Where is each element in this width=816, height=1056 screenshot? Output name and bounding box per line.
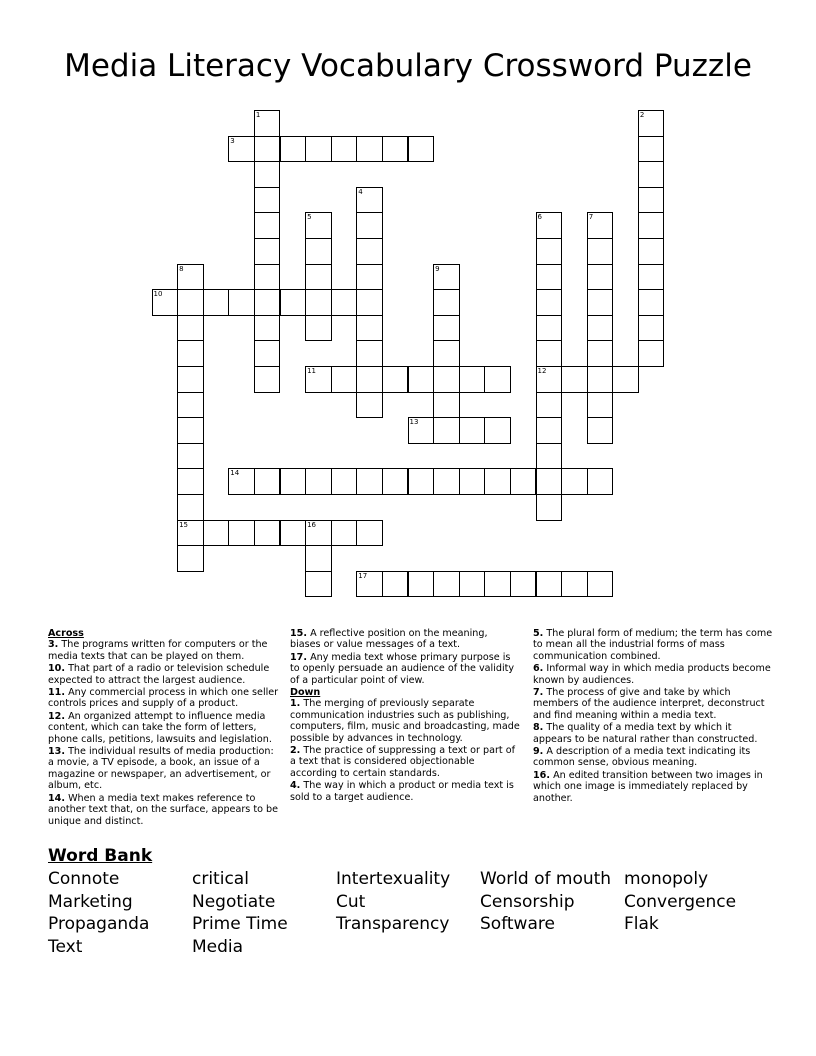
clue-number: 10 (153, 290, 163, 299)
clue-number: 13 (409, 418, 419, 427)
crossword-cell[interactable] (356, 366, 383, 393)
word-bank-item: Transparency (336, 914, 450, 934)
crossword-cell[interactable] (587, 468, 614, 495)
crossword-cell[interactable] (356, 315, 383, 342)
crossword-cell[interactable] (356, 212, 383, 239)
crossword-cell[interactable] (638, 315, 665, 342)
crossword-cell[interactable] (254, 520, 281, 547)
crossword-cell[interactable] (356, 520, 383, 547)
crossword-cell[interactable] (536, 392, 563, 419)
crossword-cell[interactable] (536, 494, 563, 521)
clue-number: 2 (639, 111, 645, 119)
crossword-cell[interactable] (356, 238, 383, 265)
crossword-cell[interactable] (228, 468, 255, 495)
clue-across-14: 14. When a media text makes reference to another text that, on the surface, appears to be unique and distinct. (48, 792, 278, 827)
word-bank (48, 868, 768, 958)
clue-number: 9 (435, 264, 440, 273)
clue-number: 7 (588, 213, 594, 222)
word-bank-item: monopoly (624, 869, 709, 889)
clue-down-5: 5. The plural form of medium; the term has come to mean all the industrial forms of mass communication combined. (533, 628, 773, 662)
crossword-cell[interactable] (382, 468, 409, 495)
crossword-cell[interactable] (254, 366, 281, 393)
crossword-cell[interactable] (536, 340, 563, 367)
crossword-cell[interactable] (331, 289, 358, 316)
crossword-cell[interactable] (433, 417, 460, 444)
crossword-cell[interactable] (638, 264, 665, 291)
crossword-cell[interactable] (561, 468, 588, 495)
crossword-cell[interactable] (536, 315, 563, 342)
crossword-cell[interactable] (305, 238, 332, 265)
crossword-cell[interactable] (433, 315, 460, 342)
word-bank-item: Censorship (480, 891, 575, 912)
clues-column-3 (533, 628, 773, 805)
crossword-cell[interactable] (228, 136, 255, 163)
crossword-cell[interactable] (356, 187, 383, 214)
crossword-cell[interactable] (356, 468, 383, 495)
clue-number: 6 (537, 213, 542, 222)
crossword-cell[interactable] (433, 289, 460, 316)
crossword-cell[interactable] (536, 443, 563, 470)
clue-down-4: 4. The way in which a product or media text is sold to a target audience. (290, 780, 514, 803)
clues-column-1 (48, 628, 280, 828)
crossword-cell[interactable] (638, 212, 665, 239)
crossword-cell[interactable] (254, 264, 281, 291)
clue-down-8: 8. The quality of a media text by which it appears to be natural rather than constructed. (533, 722, 758, 745)
crossword-cell[interactable] (280, 520, 307, 547)
crossword-cell[interactable] (433, 571, 460, 598)
crossword-cell[interactable] (177, 392, 204, 419)
clue-number: 1 (255, 111, 261, 119)
crossword-cell[interactable] (484, 571, 511, 598)
crossword-cell[interactable] (177, 545, 204, 572)
crossword-cell[interactable] (408, 136, 435, 163)
crossword-cell[interactable] (587, 571, 614, 598)
crossword-cell[interactable] (152, 289, 179, 316)
crossword-cell[interactable] (459, 468, 486, 495)
crossword-cell[interactable] (356, 340, 383, 367)
crossword-cell[interactable] (561, 366, 588, 393)
crossword-cell[interactable] (177, 443, 204, 470)
crossword-cell[interactable] (228, 289, 255, 316)
crossword-cell[interactable] (305, 212, 332, 239)
crossword-cell[interactable] (587, 417, 614, 444)
crossword-cell[interactable] (254, 136, 281, 163)
crossword-cell[interactable] (177, 494, 204, 521)
clue-number: 14 (230, 469, 240, 478)
crossword-cell[interactable] (638, 110, 665, 137)
crossword-cell[interactable] (587, 315, 614, 342)
crossword-cell[interactable] (433, 340, 460, 367)
across-heading: Across (48, 628, 84, 639)
clue-across-17: 17. Any media text whose primary purpose is to openly persuade an audience of the validity of a particular point of view. (290, 651, 515, 686)
crossword-cell[interactable] (177, 264, 204, 291)
crossword-cell[interactable] (177, 366, 204, 393)
clue-down-2: 2. The practice of suppressing a text or part of a text that is considered objectionable according to certain standards. (290, 745, 515, 779)
clue-number: 3 (230, 136, 235, 145)
crossword-cell[interactable] (305, 545, 332, 572)
crossword-cell[interactable] (536, 571, 563, 598)
crossword-cell[interactable] (280, 289, 307, 316)
crossword-cell[interactable] (536, 264, 563, 291)
word-bank-title: Word Bank (48, 846, 153, 866)
crossword-cell[interactable] (228, 520, 255, 547)
clue-number: 16 (307, 520, 317, 529)
crossword-cell[interactable] (331, 136, 358, 163)
crossword-cell[interactable] (561, 571, 588, 598)
crossword-cell[interactable] (356, 289, 383, 316)
crossword-cell[interactable] (254, 340, 281, 367)
crossword-cell[interactable] (459, 417, 486, 444)
word-bank-item: Text (48, 936, 83, 957)
crossword-cell[interactable] (587, 366, 614, 393)
clue-down-7: 7. The process of give and take by which members of the audience interpret, deconstruct and find meaning within a media text. (533, 687, 765, 721)
crossword-cell[interactable] (484, 417, 511, 444)
crossword-cell[interactable] (459, 366, 486, 393)
crossword-cell[interactable] (536, 238, 563, 265)
crossword-cell[interactable] (305, 366, 332, 393)
word-bank-item: critical (192, 869, 249, 889)
crossword-cell[interactable] (638, 187, 665, 214)
word-bank-item: Software (480, 914, 555, 934)
clue-across-10: 10. That part of a radio or television schedule expected to attract the largest audience. (48, 663, 270, 686)
crossword-cell[interactable] (587, 392, 614, 419)
page-title: Media Literacy Vocabulary Crossword Puzzle (64, 48, 752, 84)
crossword-cell[interactable] (536, 468, 563, 495)
crossword-cell[interactable] (280, 468, 307, 495)
crossword-cell[interactable] (254, 161, 281, 188)
crossword-cell[interactable] (356, 571, 383, 598)
crossword-cell[interactable] (331, 366, 358, 393)
clue-number: 11 (307, 367, 317, 375)
word-bank-item: World of mouth (480, 869, 612, 889)
crossword-cell[interactable] (382, 136, 409, 163)
crossword-cell[interactable] (305, 520, 332, 547)
clue-down-1: 1. The merging of previously separate communication industries such as publishing, computers, film, music and broadcasting, made possible by advances in technology. (290, 698, 520, 744)
down-heading: Down (290, 687, 321, 699)
clues-column-2 (290, 628, 520, 804)
crossword-cell[interactable] (587, 264, 614, 291)
clue-number: 8 (179, 264, 184, 273)
crossword-cell[interactable] (254, 110, 281, 137)
clue-down-16: 16. An edited transition between two images in which one image is immediately replaced by another. (533, 769, 763, 804)
crossword-cell[interactable] (177, 315, 204, 342)
clue-across-12: 12. An organized attempt to influence media content, which can take the form of letters, phone calls, petitions, lawsuits and legislation. (48, 710, 272, 745)
clue-down-9: 9. A description of a media text indicating its common sense, obvious meaning. (533, 746, 751, 769)
crossword-cell[interactable] (177, 468, 204, 495)
crossword-cell[interactable] (638, 340, 665, 367)
crossword-cell[interactable] (177, 520, 204, 547)
crossword-cell[interactable] (587, 238, 614, 265)
word-bank-item: Connote (48, 869, 120, 889)
crossword-cell[interactable] (408, 366, 435, 393)
crossword-cell[interactable] (305, 571, 332, 598)
crossword-cell[interactable] (254, 315, 281, 342)
clue-number: 12 (537, 367, 547, 375)
crossword-cell[interactable] (459, 571, 486, 598)
crossword-cell[interactable] (433, 264, 460, 291)
crossword-cell[interactable] (254, 212, 281, 239)
crossword-cell[interactable] (382, 571, 409, 598)
crossword-cell[interactable] (177, 289, 204, 316)
crossword-cell[interactable] (254, 289, 281, 316)
crossword-cell[interactable] (331, 520, 358, 547)
crossword-cell[interactable] (536, 289, 563, 316)
crossword-cell[interactable] (638, 136, 665, 163)
crossword-cell[interactable] (612, 366, 639, 393)
crossword-cell[interactable] (587, 289, 614, 316)
crossword-cell[interactable] (433, 468, 460, 495)
crossword-cell[interactable] (510, 571, 537, 598)
word-bank-item: Negotiate (192, 891, 276, 912)
crossword-cell[interactable] (638, 289, 665, 316)
crossword-cell[interactable] (484, 468, 511, 495)
crossword-cell[interactable] (305, 468, 332, 495)
crossword-cell[interactable] (484, 366, 511, 393)
crossword-cell[interactable] (203, 520, 230, 547)
crossword-cell[interactable] (331, 468, 358, 495)
clue-number: 5 (307, 213, 312, 222)
word-bank-item: Convergence (624, 891, 737, 912)
clue-number: 17 (358, 571, 368, 580)
crossword-cell[interactable] (177, 417, 204, 444)
word-bank-item: Media (192, 936, 244, 957)
word-bank-item: Propaganda (48, 914, 150, 934)
crossword-cell[interactable] (254, 468, 281, 495)
clue-across-11: 11. Any commercial process in which one seller controls prices and supply of a product. (48, 687, 279, 710)
crossword-cell[interactable] (536, 417, 563, 444)
word-bank-item: Cut (336, 891, 366, 912)
crossword-cell[interactable] (356, 136, 383, 163)
crossword-cell[interactable] (356, 264, 383, 291)
crossword-cell[interactable] (433, 392, 460, 419)
crossword-cell[interactable] (382, 366, 409, 393)
crossword-cell[interactable] (305, 315, 332, 342)
crossword-cell[interactable] (638, 161, 665, 188)
word-bank-item: Flak (624, 914, 659, 934)
clue-number: 15 (179, 520, 189, 529)
crossword-cell[interactable] (305, 136, 332, 163)
word-bank-item: Intertexuality (336, 869, 451, 889)
clue-across-13: 13. The individual results of media production: a movie, a TV episode, a book, an issue of a magazine or newspaper, an advertisement, or album, etc. (48, 746, 274, 792)
crossword-cell[interactable] (587, 340, 614, 367)
crossword-cell[interactable] (254, 187, 281, 214)
clue-number: 4 (358, 187, 363, 196)
crossword-cell[interactable] (536, 366, 563, 393)
crossword-cell[interactable] (638, 238, 665, 265)
crossword-cell[interactable] (536, 212, 563, 239)
clue-down-6: 6. Informal way in which media products become known by audiences. (533, 663, 771, 686)
crossword-cell[interactable] (408, 468, 435, 495)
crossword-cell[interactable] (433, 366, 460, 393)
crossword-cell[interactable] (305, 289, 332, 316)
crossword-cell[interactable] (408, 417, 435, 444)
crossword-cell[interactable] (203, 289, 230, 316)
crossword-cell[interactable] (408, 571, 435, 598)
crossword-cell[interactable] (177, 340, 204, 367)
crossword-cell[interactable] (280, 136, 307, 163)
crossword-cell[interactable] (254, 238, 281, 265)
word-bank-item: Prime Time (192, 914, 288, 934)
crossword-cell[interactable] (587, 212, 614, 239)
clue-across-15: 15. A reflective position on the meaning, biases or value messages of a text. (290, 628, 488, 651)
word-bank-item: Marketing (48, 891, 133, 912)
clue-across-3: 3. The programs written for computers or the media texts that can be played on them. (48, 639, 268, 662)
crossword-cell[interactable] (305, 264, 332, 291)
crossword-cell[interactable] (356, 392, 383, 419)
crossword-cell[interactable] (510, 468, 537, 495)
